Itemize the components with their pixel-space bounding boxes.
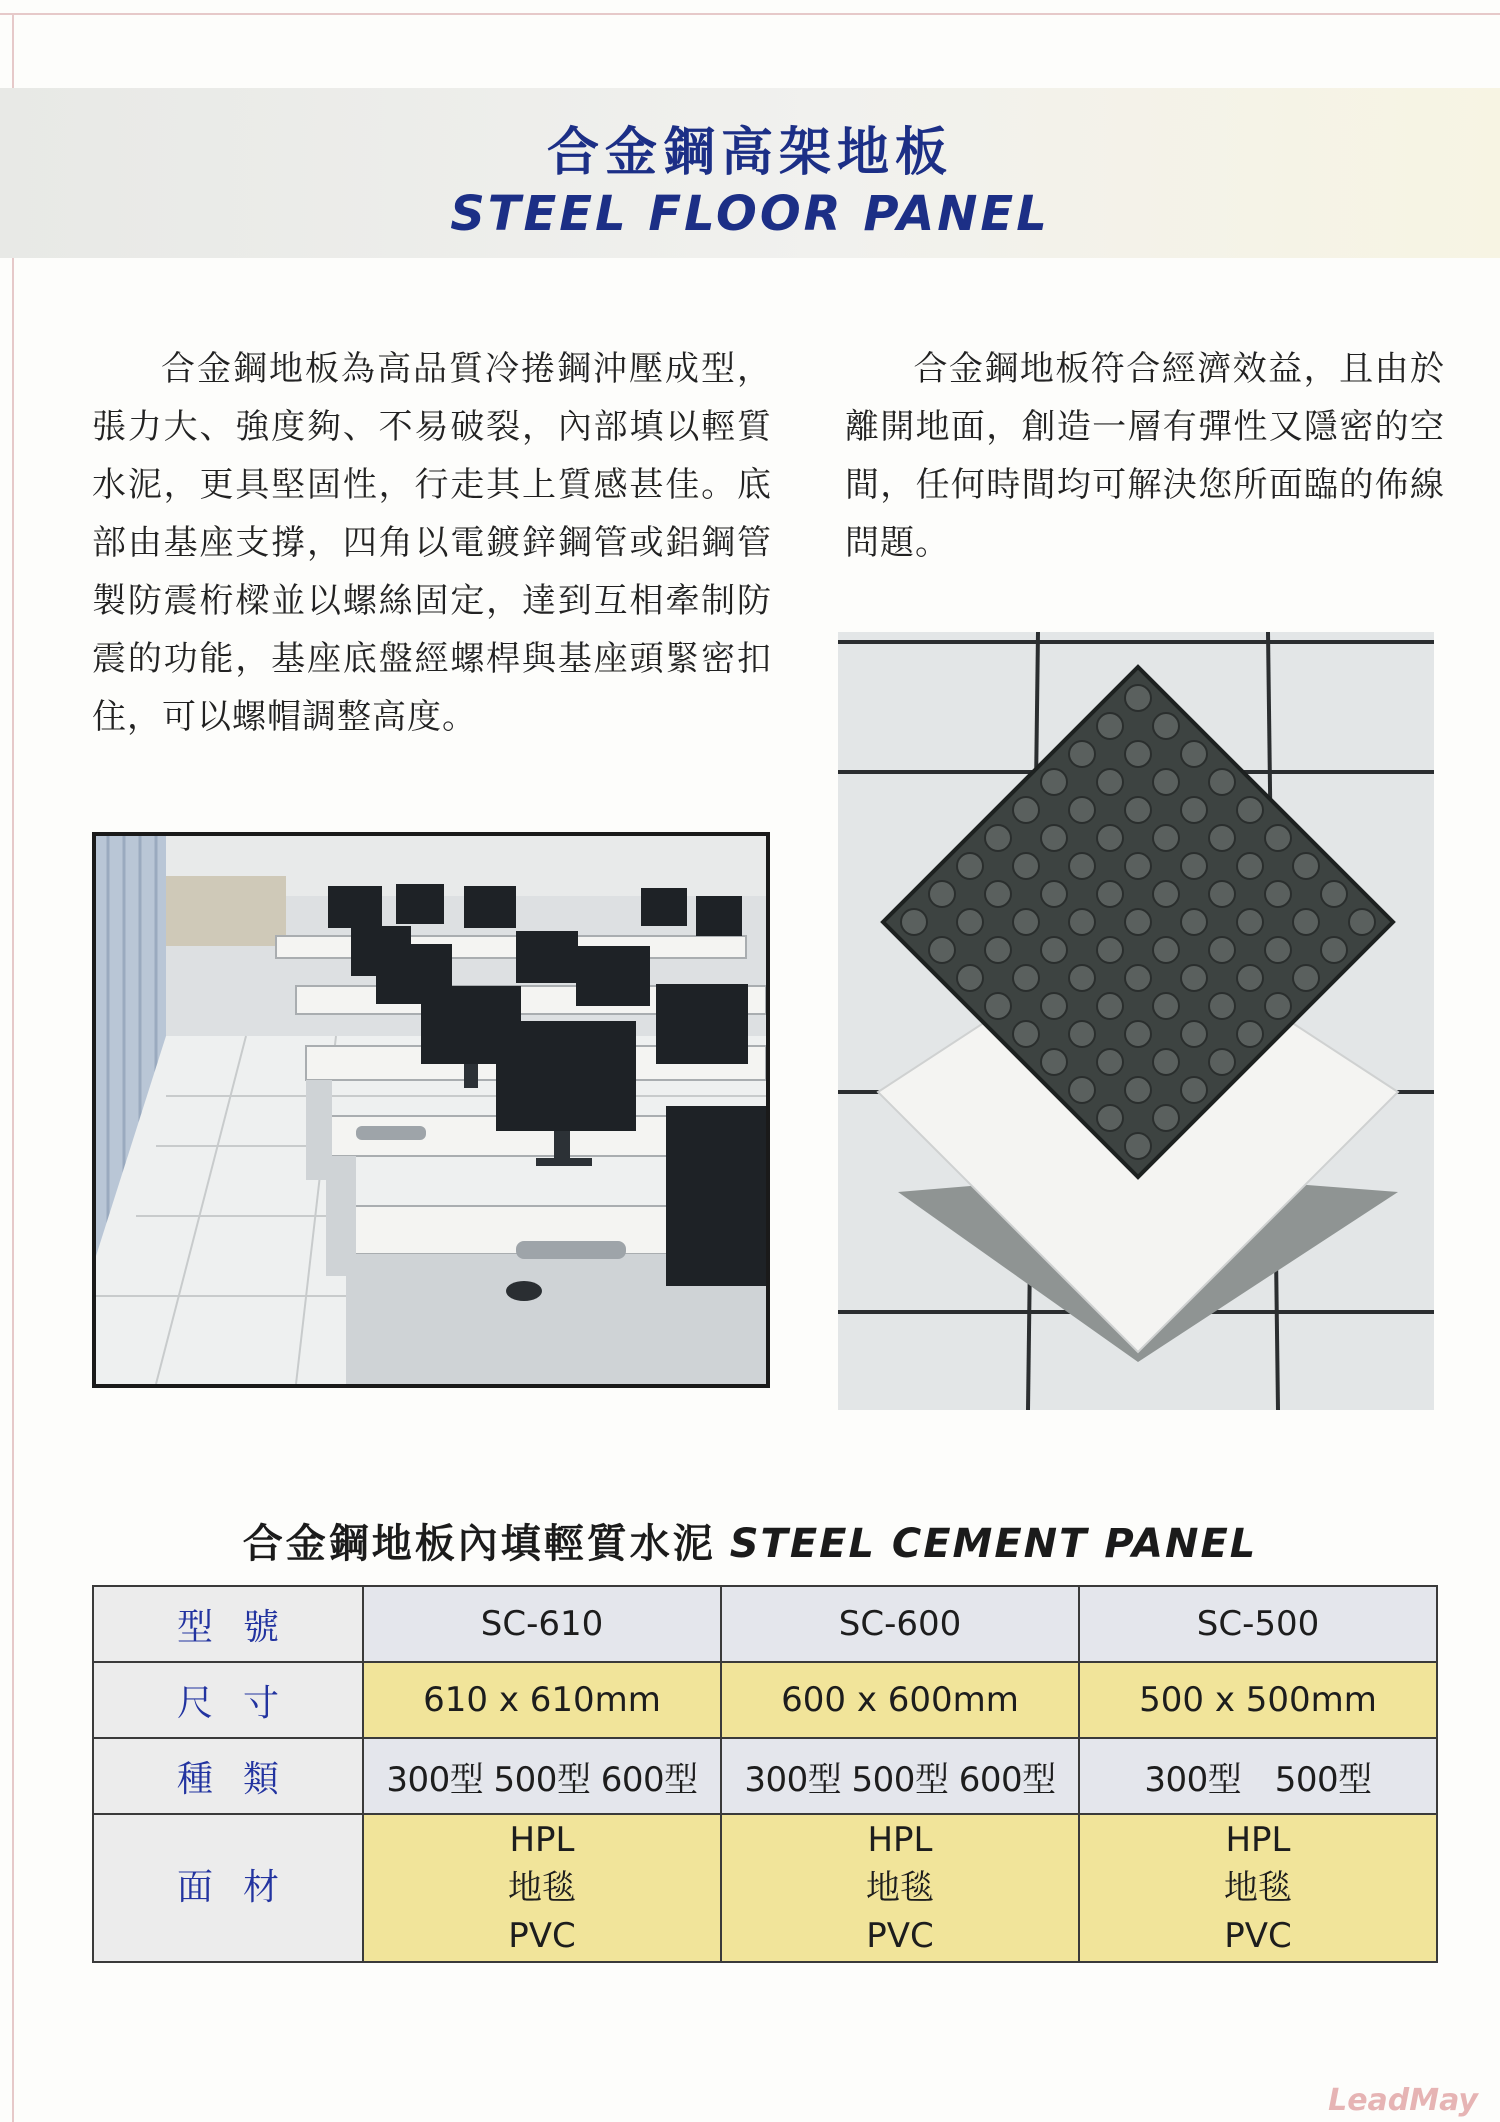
intro-paragraph-right [845,340,1445,572]
size-cell: 600 x 600mm [721,1662,1079,1738]
panel-dimple [1181,853,1207,879]
panel-dimple [1097,1105,1123,1131]
panel-dimple [1181,797,1207,823]
table-row-model [93,1586,1437,1662]
panel-dimple [1125,909,1151,935]
panel-dimple [1321,881,1347,907]
surface-item: 地毯 [1224,1868,1292,1908]
panel-dimple [1125,685,1151,711]
panel-dimple [1181,965,1207,991]
panel-dimple [1125,965,1151,991]
panel-dimple [1097,993,1123,1019]
surface-cell [721,1814,1079,1962]
panel-dimple [929,881,955,907]
panel-dimple [1265,993,1291,1019]
panel-dimple [1125,853,1151,879]
type-cell: 300型 500型 [1079,1738,1437,1814]
table-row-size [93,1662,1437,1738]
size-cell: 610 x 610mm [363,1662,721,1738]
panel-dimple [1181,909,1207,935]
panel-dimple [1041,881,1067,907]
panel-dimple [1181,741,1207,767]
model-cell: SC-610 [363,1586,721,1662]
intro-paragraph-left [92,340,772,746]
panel-dimple [1069,797,1095,823]
panel-dimple [985,825,1011,851]
panel-dimple [901,909,927,935]
panel-dimple [1209,881,1235,907]
panel-dimple [1125,1077,1151,1103]
model-cell: SC-600 [721,1586,1079,1662]
surface-item: 地毯 [508,1868,576,1908]
panel-dimple [1209,825,1235,851]
panel-dimple [1013,797,1039,823]
page-title-en: STEEL FLOOR PANEL [450,186,1050,242]
panel-dimple [1125,1133,1151,1159]
table-title-cn: 合金鋼地板內填輕質水泥 [242,1521,716,1567]
panel-dimple [957,909,983,935]
panel-dimple [1097,937,1123,963]
panel-dimple [957,853,983,879]
table-row-type [93,1738,1437,1814]
surface-item: HPL [509,1820,575,1860]
panel-dimple [1013,965,1039,991]
panel-dimple [1097,881,1123,907]
panel-dimple [1097,1049,1123,1075]
panel-dimple [1293,965,1319,991]
row-label-surface: 面材 [93,1814,363,1962]
panel-dimple [985,993,1011,1019]
frame-line-top [0,13,1500,15]
intro-text-left: 合金鋼地板為高品質冷捲鋼沖壓成型，張力大、強度夠、不易破裂，內部填以輕質水泥，更具堅固性，行走其上質感甚佳。底部由基座支撐，四角以電鍍鋅鋼管或鋁鋼管製防震桁樑並以螺絲固定，達到互相牽制防震的功能，基座底盤經螺桿與基座頭緊密扣住，可以螺帽調整高度。 [92,349,772,737]
panel-dimple [1069,741,1095,767]
panel-dimple [1265,881,1291,907]
surface-item: HPL [867,1820,933,1860]
page-title-cn: 合金鋼高架地板 [546,123,953,183]
panel-dimple [1153,937,1179,963]
panel-dimple [1153,1049,1179,1075]
panel-dimple [1293,853,1319,879]
panel-dimple [1153,825,1179,851]
panel-dimple [1209,1049,1235,1075]
type-cell: 300型 500型 600型 [721,1738,1079,1814]
panel-dimple [1125,797,1151,823]
surface-item: PVC [508,1916,576,1956]
panel-dimple [1013,909,1039,935]
panel-dimple [1097,825,1123,851]
surface-item: PVC [1224,1916,1292,1956]
panel-dimple [1069,909,1095,935]
table-row-surface [93,1814,1437,1962]
panel-dimple [1265,825,1291,851]
computer-lab-photo [92,832,770,1388]
table-title-en: STEEL CEMENT PANEL [729,1521,1258,1567]
surface-item: 地毯 [866,1868,934,1908]
size-cell: 500 x 500mm [1079,1662,1437,1738]
panel-dimple [1349,909,1375,935]
panel-dimple [1265,937,1291,963]
spec-table [92,1585,1438,1963]
surface-cell [363,1814,721,1962]
intro-text-right: 合金鋼地板符合經濟效益，且由於離開地面，創造一層有彈性又隱密的空間，任何時間均可解決您所面臨的佈線問題。 [845,349,1445,563]
panel-dimple [1041,1049,1067,1075]
panel-dimple [1237,1021,1263,1047]
panel-dimple [1237,797,1263,823]
panel-dimple [1125,741,1151,767]
model-cell: SC-500 [1079,1586,1437,1662]
panel-dimple [1097,769,1123,795]
panel-dimple [1209,937,1235,963]
panel-dimple [1293,909,1319,935]
panel-dimple [1209,769,1235,795]
panel-dimple [1321,937,1347,963]
panel-dimple [1069,1021,1095,1047]
panel-dimple [1013,1021,1039,1047]
panel-dimple [1237,909,1263,935]
panel-dimple [1041,825,1067,851]
panel-dimple [1069,965,1095,991]
surface-item: HPL [1225,1820,1291,1860]
floor-panel-illustration [838,632,1434,1410]
panel-dimple [929,937,955,963]
row-label-type: 種類 [93,1738,363,1814]
panel-dimple [957,965,983,991]
title-banner [0,88,1500,258]
panel-dimple [1041,937,1067,963]
panel-dimple [1153,881,1179,907]
panel-dimple [1153,993,1179,1019]
panel-dimple [1013,853,1039,879]
computer-lab-illustration [96,836,766,1384]
type-cell: 300型 500型 600型 [363,1738,721,1814]
panel-dimple [1181,1021,1207,1047]
panel-dimple [1237,965,1263,991]
frame-line-left [12,13,14,2122]
panel-dimple [1069,1077,1095,1103]
panel-dimple [1209,993,1235,1019]
panel-dimple [1153,1105,1179,1131]
panel-dimple [1125,1021,1151,1047]
panel-dimple [1181,1077,1207,1103]
panel-dimple [1097,713,1123,739]
panel-dimple [1153,713,1179,739]
panel-dimple [1041,769,1067,795]
row-label-model: 型號 [93,1586,363,1662]
panel-dimple [1237,853,1263,879]
panel-dimple [1153,769,1179,795]
row-label-size: 尺寸 [93,1662,363,1738]
panel-dimple [1069,853,1095,879]
panel-dimple [985,881,1011,907]
watermark-logo: LeadMay [1328,2083,1478,2118]
surface-cell [1079,1814,1437,1962]
floor-panel-photo [838,632,1434,1410]
surface-item: PVC [866,1916,934,1956]
panel-dimple [1041,993,1067,1019]
table-title [0,1512,1500,1569]
panel-dimple [985,937,1011,963]
